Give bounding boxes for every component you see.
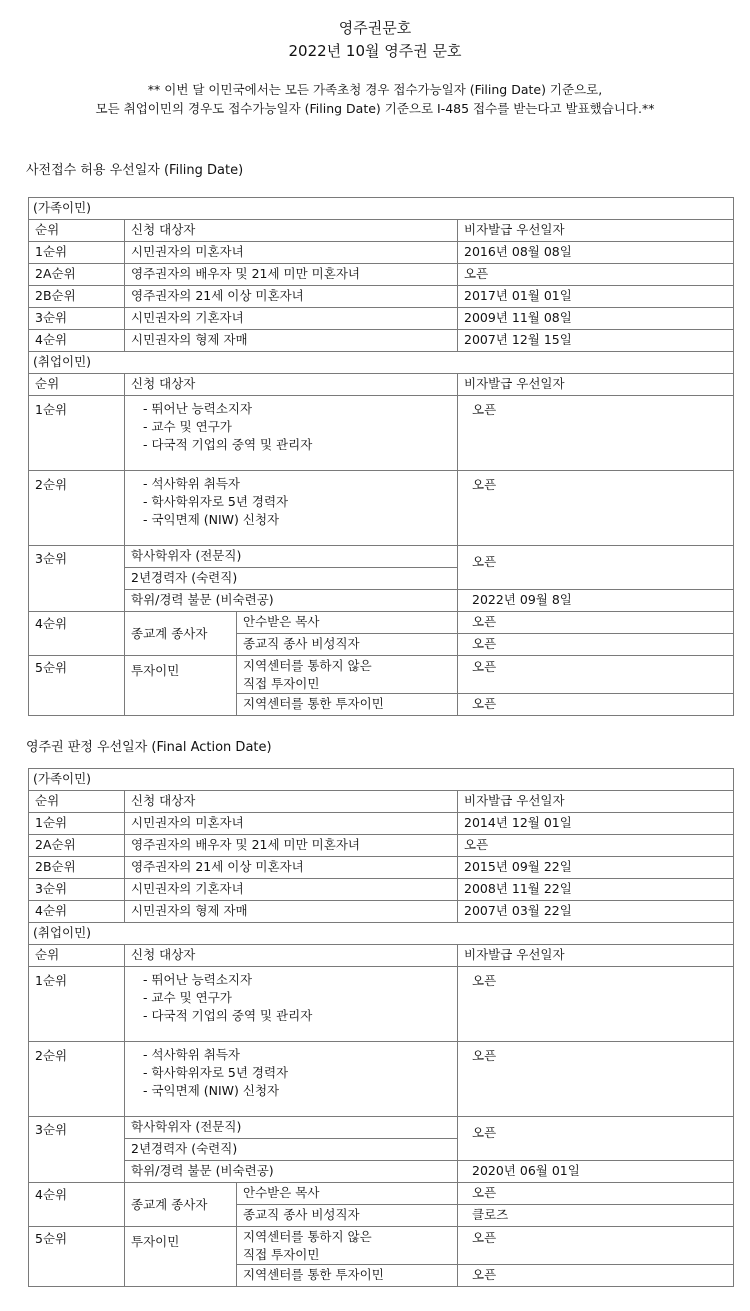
employment-row — [29, 1227, 734, 1265]
filing-date-table — [28, 197, 734, 716]
subcategory-cell: 종교직 종사 비성직자 — [237, 1205, 458, 1227]
subcategory-line: 지역센터를 통하지 않은 — [243, 658, 372, 673]
final-action-date-table — [28, 768, 734, 1287]
date-cell: 오픈 — [458, 396, 734, 471]
rank-cell: 2B순위 — [29, 857, 125, 879]
col-applicant-header: 신청 대상자 — [125, 791, 458, 813]
family-section-row — [29, 769, 734, 791]
family-row — [29, 857, 734, 879]
employment-row — [29, 1161, 734, 1183]
family-row — [29, 308, 734, 330]
group-cell: 종교계 종사자 — [125, 612, 237, 656]
family-row — [29, 242, 734, 264]
applicant-cell: 영주권자의 배우자 및 21세 미만 미혼자녀 — [125, 264, 458, 286]
employment-section-label: (취업이민) — [29, 923, 734, 945]
applicant-cell — [125, 1042, 458, 1117]
family-row — [29, 835, 734, 857]
col-rank-header: 순위 — [29, 374, 125, 396]
rank-cell: 3순위 — [29, 308, 125, 330]
employment-row — [29, 1042, 734, 1117]
qualification-line: - 교수 및 연구가 — [143, 990, 232, 1005]
date-cell: 오픈 — [458, 1227, 734, 1265]
col-date-header: 비자발급 우선일자 — [458, 791, 734, 813]
col-date-header: 비자발급 우선일자 — [458, 374, 734, 396]
col-rank-header: 순위 — [29, 791, 125, 813]
qualification-line: - 뛰어난 능력소지자 — [143, 401, 253, 416]
group-cell: 종교계 종사자 — [125, 1183, 237, 1227]
applicant-cell: 영주권자의 배우자 및 21세 미만 미혼자녀 — [125, 835, 458, 857]
date-cell: 오픈 — [458, 694, 734, 716]
employment-section-row — [29, 352, 734, 374]
applicant-cell: 시민권자의 형제 자매 — [125, 330, 458, 352]
rank-cell: 4순위 — [29, 612, 125, 656]
qualification-line: - 뛰어난 능력소지자 — [143, 972, 253, 987]
employment-row — [29, 1117, 734, 1139]
subcategory-cell — [237, 1227, 458, 1265]
applicant-cell: 영주권자의 21세 이상 미혼자녀 — [125, 857, 458, 879]
applicant-cell: 시민권자의 기혼자녀 — [125, 308, 458, 330]
date-cell: 2007년 03월 22일 — [458, 901, 734, 923]
section-title: 영주권 판정 우선일자 (Final Action Date) — [26, 740, 272, 755]
subcategory-cell: 지역센터를 통한 투자이민 — [237, 694, 458, 716]
rank-cell: 3순위 — [29, 546, 125, 612]
subcategory-line: 직접 투자이민 — [243, 676, 320, 691]
date-cell: 오픈 — [458, 835, 734, 857]
rank-cell: 1순위 — [29, 242, 125, 264]
applicant-cell — [125, 967, 458, 1042]
date-cell: 오픈 — [458, 264, 734, 286]
notice-line-2: 모든 취업이민의 경우도 접수가능일자 (Filing Date) 기준으로 I-485 접수를 받는다고 발표했습니다.** — [95, 101, 655, 116]
applicant-cell: 영주권자의 21세 이상 미혼자녀 — [125, 286, 458, 308]
rank-cell: 5순위 — [29, 1227, 125, 1287]
rank-cell: 5순위 — [29, 656, 125, 716]
subcategory-cell: 2년경력자 (숙련직) — [125, 568, 458, 590]
page-title: 영주권문호 — [338, 19, 412, 37]
date-cell: 2020년 06월 01일 — [458, 1161, 734, 1183]
rank-cell: 2A순위 — [29, 264, 125, 286]
group-cell: 투자이민 — [125, 656, 237, 716]
subcategory-cell: 학위/경력 불문 (비숙련공) — [125, 1161, 458, 1183]
family-row — [29, 264, 734, 286]
group-cell: 투자이민 — [125, 1227, 237, 1287]
rank-cell: 2A순위 — [29, 835, 125, 857]
family-row — [29, 879, 734, 901]
employment-row — [29, 656, 734, 694]
qualification-line: - 다국적 기업의 중역 및 관리자 — [143, 437, 313, 452]
qualification-line: - 석사학위 취득자 — [143, 476, 240, 491]
rank-cell: 1순위 — [29, 967, 125, 1042]
date-cell: 오픈 — [458, 1183, 734, 1205]
rank-cell: 1순위 — [29, 396, 125, 471]
subcategory-cell: 학사학위자 (전문직) — [125, 1117, 458, 1139]
date-cell: 2015년 09월 22일 — [458, 857, 734, 879]
rank-cell: 4순위 — [29, 330, 125, 352]
subcategory-cell: 2년경력자 (숙련직) — [125, 1139, 458, 1161]
rank-cell: 2B순위 — [29, 286, 125, 308]
qualification-line: - 국익면제 (NIW) 신청자 — [143, 512, 280, 527]
date-cell: 2009년 11월 08일 — [458, 308, 734, 330]
applicant-cell: 시민권자의 기혼자녀 — [125, 879, 458, 901]
section-title: 사전접수 허용 우선일자 (Filing Date) — [26, 163, 244, 178]
applicant-cell: 시민권자의 미혼자녀 — [125, 813, 458, 835]
col-applicant-header: 신청 대상자 — [125, 220, 458, 242]
qualification-line: - 다국적 기업의 중역 및 관리자 — [143, 1008, 313, 1023]
rank-cell: 1순위 — [29, 813, 125, 835]
subcategory-cell: 종교직 종사 비성직자 — [237, 634, 458, 656]
employment-section-label: (취업이민) — [29, 352, 734, 374]
employment-row — [29, 396, 734, 471]
family-section-label: (가족이민) — [29, 198, 734, 220]
employment-row — [29, 590, 734, 612]
date-cell: 오픈 — [458, 1117, 734, 1161]
family-row — [29, 286, 734, 308]
date-cell: 2017년 01월 01일 — [458, 286, 734, 308]
date-cell: 오픈 — [458, 1265, 734, 1287]
family-row — [29, 813, 734, 835]
date-cell: 오픈 — [458, 471, 734, 546]
col-applicant-header: 신청 대상자 — [125, 945, 458, 967]
col-rank-header: 순위 — [29, 945, 125, 967]
employment-section-row — [29, 923, 734, 945]
rank-cell: 3순위 — [29, 879, 125, 901]
applicant-cell — [125, 471, 458, 546]
family-section-label: (가족이민) — [29, 769, 734, 791]
header-row — [29, 220, 734, 242]
employment-row — [29, 967, 734, 1042]
date-cell: 2022년 09월 8일 — [458, 590, 734, 612]
date-cell: 오픈 — [458, 1042, 734, 1117]
col-date-header: 비자발급 우선일자 — [458, 945, 734, 967]
col-applicant-header: 신청 대상자 — [125, 374, 458, 396]
subcategory-line: 직접 투자이민 — [243, 1247, 320, 1262]
date-cell: 오픈 — [458, 546, 734, 590]
subcategory-line: 지역센터를 통하지 않은 — [243, 1229, 372, 1244]
date-cell: 2016년 08월 08일 — [458, 242, 734, 264]
rank-cell: 3순위 — [29, 1117, 125, 1183]
employment-row — [29, 546, 734, 568]
rank-cell: 2순위 — [29, 471, 125, 546]
date-cell: 오픈 — [458, 967, 734, 1042]
header-row — [29, 791, 734, 813]
date-cell: 클로즈 — [458, 1205, 734, 1227]
date-cell: 2014년 12월 01일 — [458, 813, 734, 835]
subcategory-cell: 학사학위자 (전문직) — [125, 546, 458, 568]
rank-cell: 4순위 — [29, 901, 125, 923]
date-cell: 오픈 — [458, 634, 734, 656]
family-row — [29, 330, 734, 352]
date-cell: 오픈 — [458, 656, 734, 694]
subcategory-cell: 지역센터를 통한 투자이민 — [237, 1265, 458, 1287]
page-subtitle: 2022년 10월 영주권 문호 — [288, 42, 462, 60]
applicant-cell: 시민권자의 형제 자매 — [125, 901, 458, 923]
subcategory-cell — [237, 656, 458, 694]
employment-row — [29, 471, 734, 546]
qualification-line: - 학사학위자로 5년 경력자 — [143, 494, 289, 509]
date-cell: 2008년 11월 22일 — [458, 879, 734, 901]
qualification-line: - 학사학위자로 5년 경력자 — [143, 1065, 289, 1080]
qualification-line: - 석사학위 취득자 — [143, 1047, 240, 1062]
qualification-line: - 국익면제 (NIW) 신청자 — [143, 1083, 280, 1098]
employment-row — [29, 1183, 734, 1205]
rank-cell: 2순위 — [29, 1042, 125, 1117]
rank-cell: 4순위 — [29, 1183, 125, 1227]
applicant-cell: 시민권자의 미혼자녀 — [125, 242, 458, 264]
applicant-cell — [125, 396, 458, 471]
subcategory-cell: 안수받은 목사 — [237, 612, 458, 634]
col-rank-header: 순위 — [29, 220, 125, 242]
subcategory-cell: 학위/경력 불문 (비숙련공) — [125, 590, 458, 612]
header-row — [29, 374, 734, 396]
family-section-row — [29, 198, 734, 220]
notice-line-1: ** 이번 달 이민국에서는 모든 가족초청 경우 접수가능일자 (Filing Date) 기준으로, — [147, 82, 603, 97]
header-row — [29, 945, 734, 967]
qualification-line: - 교수 및 연구가 — [143, 419, 232, 434]
date-cell: 오픈 — [458, 612, 734, 634]
col-date-header: 비자발급 우선일자 — [458, 220, 734, 242]
date-cell: 2007년 12월 15일 — [458, 330, 734, 352]
employment-row — [29, 612, 734, 634]
family-row — [29, 901, 734, 923]
subcategory-cell: 안수받은 목사 — [237, 1183, 458, 1205]
